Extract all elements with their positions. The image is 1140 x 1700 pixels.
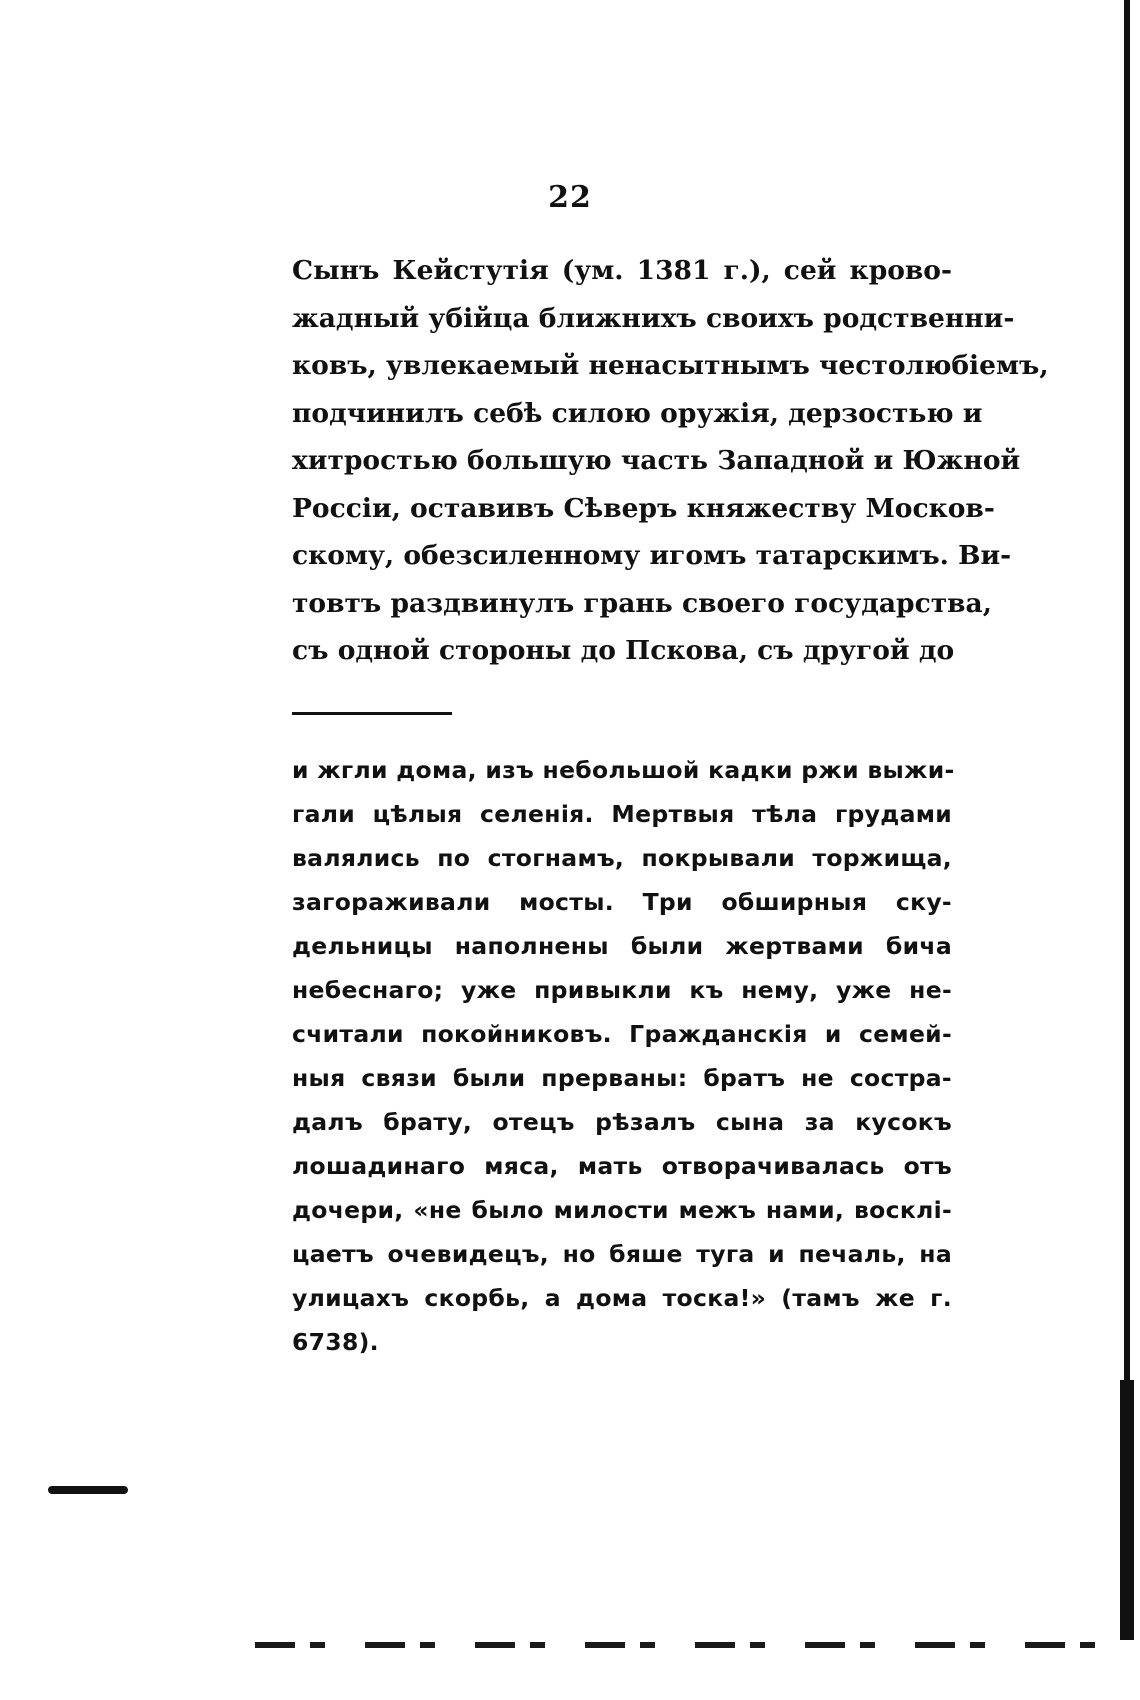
footnote-line: ныя связи были прерваны: братъ не состра-: [292, 1064, 952, 1092]
footnote-block: [292, 748, 955, 1364]
footnote-line: валялись по стогнамъ, покрывали торжища,: [292, 844, 952, 872]
footnote-line: дельницы наполнены были жертвами бича: [292, 932, 952, 960]
page-number: 22: [548, 180, 592, 215]
main-text-line: подчинилъ себѣ силою оружія, дерзостью и: [292, 397, 983, 429]
footnote-line: дочери, «не было милости межъ нами, восклі-: [292, 1196, 952, 1224]
main-text-line: съ одной стороны до Пскова, съ другой до: [292, 635, 955, 666]
main-text-line: ковъ, увлекаемый ненасытнымъ честолюбіемъ,: [292, 350, 1049, 381]
footnote-line: 6738).: [292, 1328, 379, 1356]
footnote-line: небеснаго; уже привыкли къ нему, уже не-: [292, 976, 952, 1004]
footnote-separator: [292, 712, 452, 715]
footnote-line: гали цѣлыя селенія. Мертвыя тѣла грудами: [292, 800, 952, 828]
main-text-line: Россіи, оставивъ Сѣверъ княжеству Москов-: [292, 492, 995, 524]
footnote-line: считали покойниковъ. Гражданскія и семей-: [292, 1020, 952, 1048]
scan-bottom-artifact: [255, 1642, 1125, 1648]
main-text-line: хитростью большую часть Западной и Южной: [292, 445, 1021, 476]
main-text-line: Сынъ Кейстутія (ум. 1381 г.), сей крово-: [292, 255, 952, 286]
footnote-line: и жгли дома, изъ небольшой кадки ржи выжи-: [292, 756, 955, 784]
footnote-line: цаетъ очевидецъ, но бяше туга и печаль, на: [292, 1240, 952, 1268]
scan-left-mark: [48, 1486, 128, 1494]
main-text-line: жадный убійца ближнихъ своихъ родственни-: [292, 302, 1015, 334]
page-edge-shadow-lower: [1120, 1380, 1134, 1640]
footnote-line: далъ брату, отецъ рѣзалъ сына за кусокъ: [292, 1108, 952, 1136]
main-text-line: товтъ раздвинулъ грань своего государства,: [292, 587, 992, 619]
main-text-block: [292, 247, 1049, 675]
main-text-line: скому, обезсиленному игомъ татарскимъ. Ви-: [292, 540, 1012, 571]
footnote-line: лошадинаго мяса, мать отворачивалась отъ: [292, 1152, 952, 1180]
footnote-line: улицахъ скорбь, а дома тоска!» (тамъ же г.: [292, 1284, 952, 1312]
footnote-line: загораживали мосты. Три обширныя ску-: [292, 888, 952, 916]
